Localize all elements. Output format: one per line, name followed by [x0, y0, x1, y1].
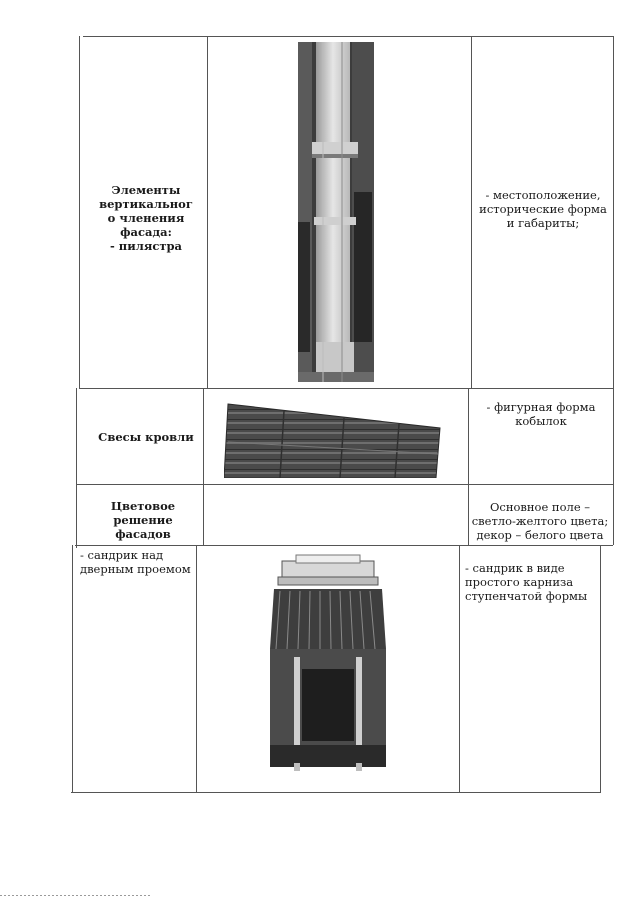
subject-line: кобылок: [515, 414, 567, 428]
column-divider-1: [207, 36, 208, 388]
table-border-right: [613, 36, 614, 545]
element-name-line: Цветовое: [110, 499, 176, 513]
element-name-cell: [88, 499, 198, 541]
row-divider: [75, 545, 613, 546]
table-border-top: [83, 36, 614, 37]
element-name-line: решение: [113, 513, 173, 527]
subject-line: - местоположение,: [485, 188, 601, 202]
element-name-line: вертикальног: [99, 197, 193, 211]
preservation-subject-cell: [474, 400, 608, 428]
preservation-subject-cell: [470, 500, 610, 542]
row-divider: [79, 388, 614, 389]
subject-line: и габариты;: [506, 216, 580, 230]
table-border-left: [79, 36, 80, 388]
scan-artifact-line: [0, 895, 150, 896]
element-name-line: Свесы кровли: [98, 430, 194, 444]
column-divider-2: [459, 545, 460, 792]
column-divider-1: [203, 388, 204, 545]
element-name-cell: [80, 548, 194, 576]
column-divider-2: [471, 36, 472, 388]
subject-line: Основное поле –: [489, 500, 591, 514]
element-name-line: о членения: [107, 211, 185, 225]
element-name-line: - пилястра: [110, 239, 182, 253]
subject-line: исторические форма: [479, 202, 607, 216]
table-border-left: [72, 545, 73, 792]
table-border-right: [600, 545, 601, 792]
preservation-subject-cell: [465, 561, 597, 603]
table-border-left: [76, 388, 77, 548]
subject-line: простого карниза: [465, 575, 574, 589]
pilaster-photo: [298, 42, 374, 382]
element-name-cell: [90, 430, 202, 444]
element-name-line: Элементы: [111, 183, 181, 197]
element-name-cell: [90, 183, 202, 253]
subject-line: - фигурная форма: [486, 400, 596, 414]
subject-line: декор – белого цвета: [476, 528, 604, 542]
element-name-line: фасадов: [115, 527, 171, 541]
element-name-line: - сандрик над: [80, 548, 164, 562]
subject-line: - сандрик в виде: [465, 561, 565, 575]
element-name-line: дверным проемом: [80, 562, 191, 576]
roof-eaves-photo: [224, 402, 444, 478]
subject-line: светло-желтого цвета;: [471, 514, 609, 528]
table-border-bottom: [71, 792, 601, 793]
preservation-subject-cell: [476, 188, 610, 230]
door-canopy-photo: [266, 553, 390, 775]
element-name-line: фасада:: [120, 225, 172, 239]
column-divider-2: [468, 388, 469, 545]
column-divider-1: [196, 545, 197, 792]
subject-line: ступенчатой формы: [465, 589, 588, 603]
row-divider: [77, 484, 613, 485]
